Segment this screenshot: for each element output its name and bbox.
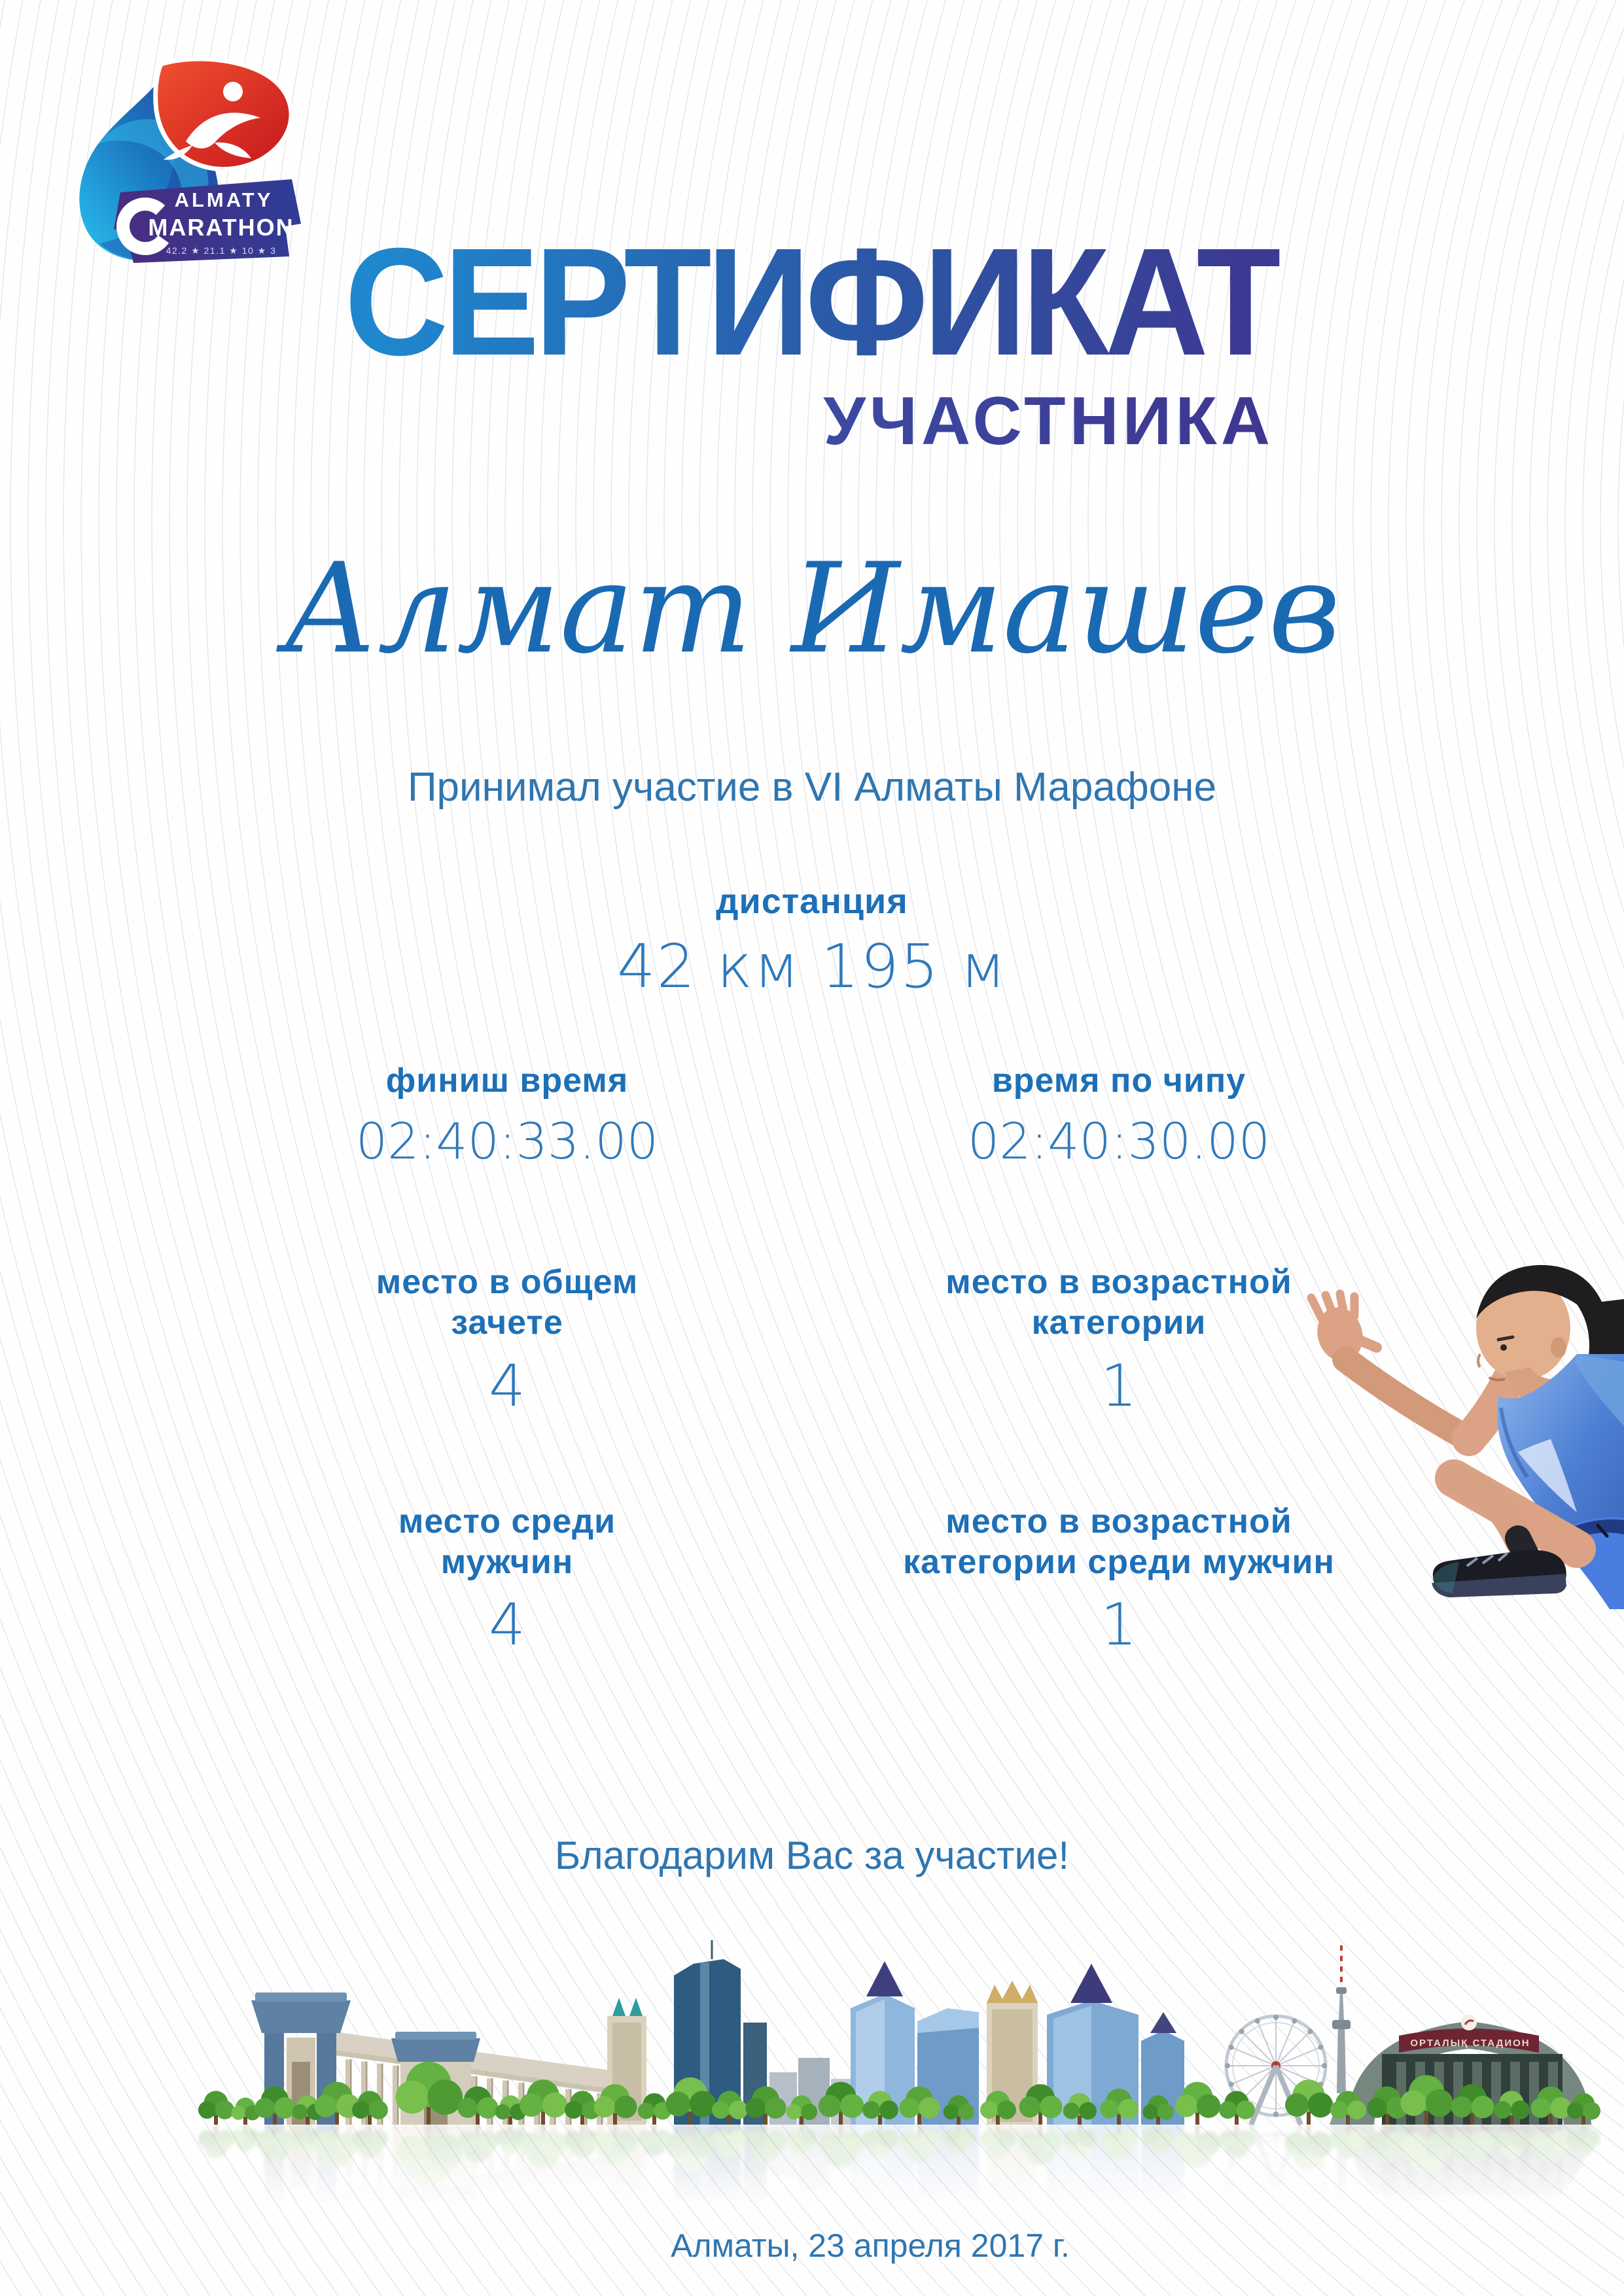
footer-date: Алматы, 23 апреля 2017 г. — [671, 2227, 1070, 2264]
pattern-arc — [1265, 0, 1624, 2137]
participation-line: Принимал участие в VI Алматы Марафоне — [407, 765, 1216, 810]
pyramid-spire — [1150, 2012, 1176, 2033]
tree-canopy — [477, 2097, 499, 2119]
wheel-cabin — [1318, 2045, 1323, 2050]
tree-canopy — [292, 2104, 308, 2119]
runner-photo — [1302, 1256, 1624, 1609]
turret-cone — [629, 1998, 643, 2016]
tree-canopy — [944, 2104, 959, 2119]
tree-canopy — [1019, 2096, 1040, 2117]
tree-canopy — [495, 2104, 510, 2119]
tree-canopy — [542, 2093, 567, 2117]
wheel-cabin — [1229, 2081, 1234, 2087]
almaty-skyline — [196, 1923, 1624, 2126]
overall-place-label: место в общем зачете — [376, 1263, 639, 1342]
tree-canopy — [1308, 2093, 1333, 2117]
tree-canopy — [1285, 2093, 1309, 2117]
tree-canopy — [1100, 2100, 1119, 2119]
tree-canopy — [369, 2100, 388, 2119]
tree-canopy — [1567, 2102, 1583, 2119]
hotel-crown — [987, 1981, 1038, 2003]
age-gender-place-value: 1 — [1101, 1591, 1137, 1658]
tree-canopy — [594, 2096, 615, 2117]
skyline-group — [198, 1940, 1600, 2125]
tree-canopy — [899, 2098, 919, 2118]
tree-canopy — [665, 2092, 690, 2117]
tree-canopy — [1175, 2095, 1197, 2117]
tree-canopy — [274, 2097, 296, 2119]
finish-time-label: финиш время — [385, 1062, 629, 1100]
certificate-subtitle: УЧАСТНИКА — [823, 383, 1274, 459]
tree-canopy — [862, 2101, 880, 2119]
pylon-cap-slab — [255, 1992, 347, 2002]
mid-pylon-slab — [395, 2032, 476, 2040]
tree-canopy — [614, 2096, 637, 2119]
pattern-arc — [1300, 0, 1624, 2102]
overall-place-value: 4 — [489, 1352, 525, 1419]
tv-tower-upper — [1339, 1991, 1344, 2020]
wheel-cabin — [1307, 2029, 1313, 2034]
tree-canopy — [315, 2095, 337, 2117]
gender-place-value: 4 — [489, 1591, 525, 1658]
tree-canopy — [786, 2104, 802, 2119]
tree-canopy — [879, 2100, 898, 2119]
tree-canopy — [919, 2097, 940, 2119]
logo-text-distances: 42.2 ★ 21.1 ★ 10 ★ 3 — [166, 245, 277, 256]
tree-canopy — [729, 2100, 748, 2119]
tree-canopy — [1451, 2096, 1472, 2117]
tree-canopy — [1367, 2098, 1387, 2118]
pattern-arc — [1282, 0, 1624, 2119]
pattern-arc — [1406, 0, 1624, 1996]
tree-canopy — [958, 2104, 974, 2120]
tree-canopy — [1219, 2101, 1237, 2119]
wheel-cabin — [1229, 2045, 1234, 2050]
tree-canopy — [1079, 2102, 1097, 2120]
tv-tower-deck — [1332, 2020, 1350, 2029]
certificate-title: СЕРТИФИКАТ — [344, 216, 1280, 387]
logo-text-marathon: MARATHON — [148, 214, 294, 241]
chip-time-label: время по чипу — [991, 1062, 1246, 1100]
tree-canopy — [1347, 2100, 1366, 2119]
tree-canopy — [1511, 2100, 1530, 2119]
tree-canopy — [1157, 2104, 1174, 2120]
tree-canopy — [1400, 2090, 1426, 2116]
tree-canopy — [231, 2106, 245, 2120]
thanks-line: Благодарим Вас за участие! — [554, 1834, 1070, 1877]
turret-cone — [612, 1998, 626, 2016]
tree-canopy — [1197, 2094, 1220, 2117]
wheel-cabin — [1239, 2029, 1244, 2034]
age-gender-place-label: место в возрастной категории среди мужчин — [903, 1503, 1335, 1581]
runner-shoe — [1432, 1550, 1566, 1597]
pylon-cap — [251, 2000, 351, 2033]
tree-canopy — [712, 2101, 730, 2119]
wheel-spoke — [1242, 2032, 1276, 2066]
wheel-cabin — [1273, 2015, 1279, 2020]
distance-value: 42 км 195 м — [617, 931, 1007, 1001]
finish-time-value: 02:40:33.00 — [355, 1112, 659, 1170]
pyramid-spire — [1070, 1964, 1112, 2003]
tree-canopy — [1143, 2104, 1158, 2119]
chip-time-value: 02:40:30.00 — [967, 1112, 1271, 1170]
tree-canopy — [255, 2098, 275, 2118]
skyline-reflection — [196, 2125, 1624, 2236]
tree-canopy — [801, 2104, 817, 2120]
tree-canopy — [1494, 2101, 1511, 2119]
mid-pylon-cap — [391, 2038, 480, 2062]
almaty-marathon-logo — [58, 58, 309, 267]
stadium-sign: ОРТАЛЫҚ СТАДИОН — [1410, 2038, 1530, 2049]
tree-canopy — [690, 2091, 716, 2117]
tree-canopy — [352, 2101, 370, 2119]
pattern-arc — [1459, 0, 1624, 1943]
wheel-cabin — [1322, 2063, 1327, 2068]
tree-canopy — [1530, 2098, 1551, 2118]
tree-canopy — [1330, 2101, 1348, 2119]
tree-canopy — [997, 2100, 1016, 2119]
pattern-arc — [1318, 0, 1624, 2084]
tv-tower-deck2 — [1336, 1987, 1347, 1994]
tree-canopy — [457, 2098, 478, 2118]
tree-canopy — [638, 2102, 654, 2119]
wheel-spoke — [1276, 2032, 1310, 2066]
wheel-cabin — [1255, 2019, 1260, 2024]
tree-canopy — [1063, 2102, 1080, 2119]
tree-canopy — [1040, 2096, 1063, 2119]
tree-canopy — [819, 2095, 841, 2117]
tv-tower-shaft — [1337, 2021, 1346, 2093]
tree-canopy — [1583, 2102, 1600, 2120]
tree-canopy — [1118, 2099, 1139, 2119]
tree-canopy — [765, 2097, 786, 2119]
logo-text-almaty: ALMATY — [174, 188, 274, 211]
tree-canopy — [396, 2081, 429, 2113]
distance-label: дистанция — [716, 882, 908, 921]
tree-canopy — [198, 2101, 216, 2119]
stadium-crest — [1461, 2015, 1477, 2030]
skyline-mirror — [198, 2125, 1600, 2236]
tree-canopy — [1236, 2100, 1255, 2119]
pyramid-spire — [866, 1961, 903, 1996]
tree-canopy — [1426, 2089, 1453, 2117]
tree-canopy — [215, 2100, 234, 2119]
pattern-arc — [1371, 0, 1624, 2031]
tree-canopy — [520, 2093, 543, 2117]
logo-runner-head — [223, 82, 243, 101]
participant-name: Алмат Имашев — [283, 536, 1341, 681]
age-place-label: место в возрастной категории — [945, 1263, 1292, 1342]
tree-canopy — [427, 2079, 463, 2115]
wheel-cabin — [1273, 2112, 1279, 2117]
tree-canopy — [745, 2098, 766, 2118]
gender-place-label: место среди мужчин — [398, 1503, 616, 1581]
pattern-arc — [1441, 0, 1624, 1960]
tree-canopy — [565, 2101, 582, 2119]
wheel-cabin — [1225, 2063, 1230, 2068]
tree-canopy — [980, 2101, 998, 2119]
tree-canopy — [840, 2094, 864, 2117]
wheel-cabin — [1292, 2019, 1297, 2024]
age-place-value: 1 — [1101, 1352, 1137, 1419]
tree-canopy — [1472, 2096, 1494, 2119]
